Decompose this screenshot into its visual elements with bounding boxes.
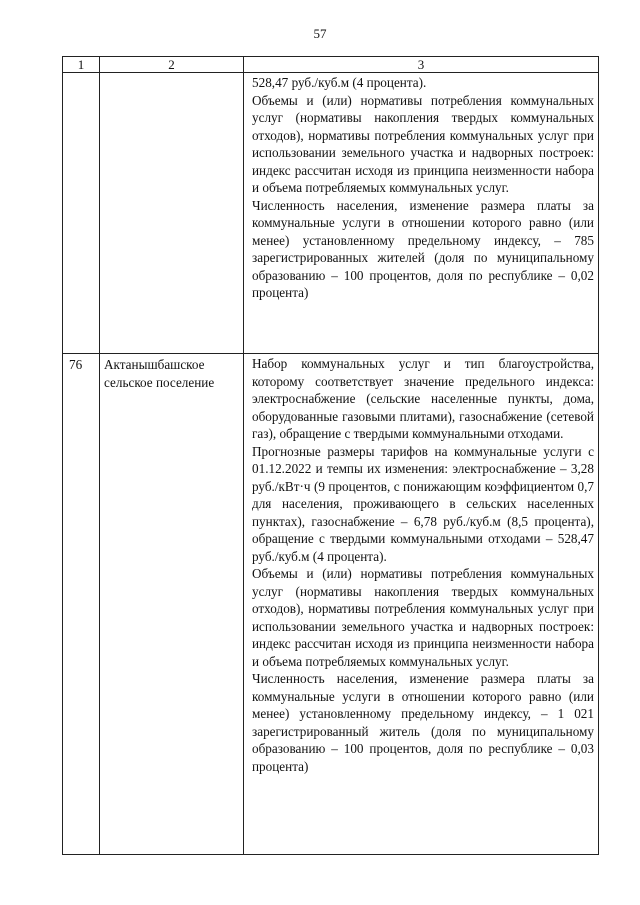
header-col-2: 2	[100, 57, 244, 73]
table-row	[63, 354, 599, 855]
description-cell	[244, 354, 599, 855]
header-col-1: 1	[63, 57, 100, 73]
paragraph: Набор коммунальных услуг и тип благоустройства, которому соответствует значение предельного индекса: электроснабжение (сельские населенные пункты, дома, оборудованные газовыми плитами), газоснабжение (сетевой газ), обращение с твердыми коммунальными отходами.	[252, 356, 594, 441]
row-number	[63, 73, 100, 354]
paragraph: Прогнозные размеры тарифов на коммунальные услуги с 01.12.2022 и темпы их изменения: электроснабжение – 3,28 руб./кВт·ч (9 процентов, с понижающим коэффициентом 0,7 для населения, проживающего в сельских населенных пунктах), газоснабжение – 6,78 руб./куб.м (8,5 процента), обращение с твердыми коммунальными отходами – 528,47 руб./куб.м (4 процента).	[252, 443, 594, 564]
settlement-name	[100, 73, 244, 354]
paragraph: Численность населения, изменение размера платы за коммунальные услуги в отношении которого равно (или менее) установленному предельному индексу, – 1 021 зарегистрированный житель (доля по муниципальному образованию – 100 процентов, доля по республике – 0,03 процента)	[252, 671, 594, 774]
table-header-row	[63, 57, 599, 73]
document-table	[62, 56, 599, 855]
description-cell	[244, 73, 599, 354]
page-number: 57	[313, 26, 327, 41]
header-col-3: 3	[244, 57, 599, 73]
table-row	[63, 73, 599, 354]
paragraph: 528,47 руб./куб.м (4 процента).	[252, 75, 427, 90]
paragraph: Объемы и (или) нормативы потребления коммунальных услуг (нормативы накопления твердых коммунальных отходов), нормативы потребления коммунальных услуг при использовании земельного участка и надворных построек: индекс рассчитан исходя из принципа неизменности набора и объема потребляемых коммунальных услуг.	[252, 92, 594, 195]
row-number: 76	[63, 354, 100, 855]
paragraph: Численность населения, изменение размера платы за коммунальные услуги в отношении которого равно (или менее) установленному предельному индексу, – 785 зарегистрированных жителей (доля по муниципальному образованию – 100 процентов, доля по республике – 0,02 процента)	[252, 197, 594, 300]
paragraph: Объемы и (или) нормативы потребления коммунальных услуг (нормативы накопления твердых коммунальных отходов), нормативы потребления коммунальных услуг при использовании земельного участка и надворных построек: индекс рассчитан исходя из принципа неизменности набора и объема потребляемых коммунальных услуг.	[252, 566, 594, 669]
settlement-name: Актанышбашское сельское поселение	[100, 354, 244, 855]
